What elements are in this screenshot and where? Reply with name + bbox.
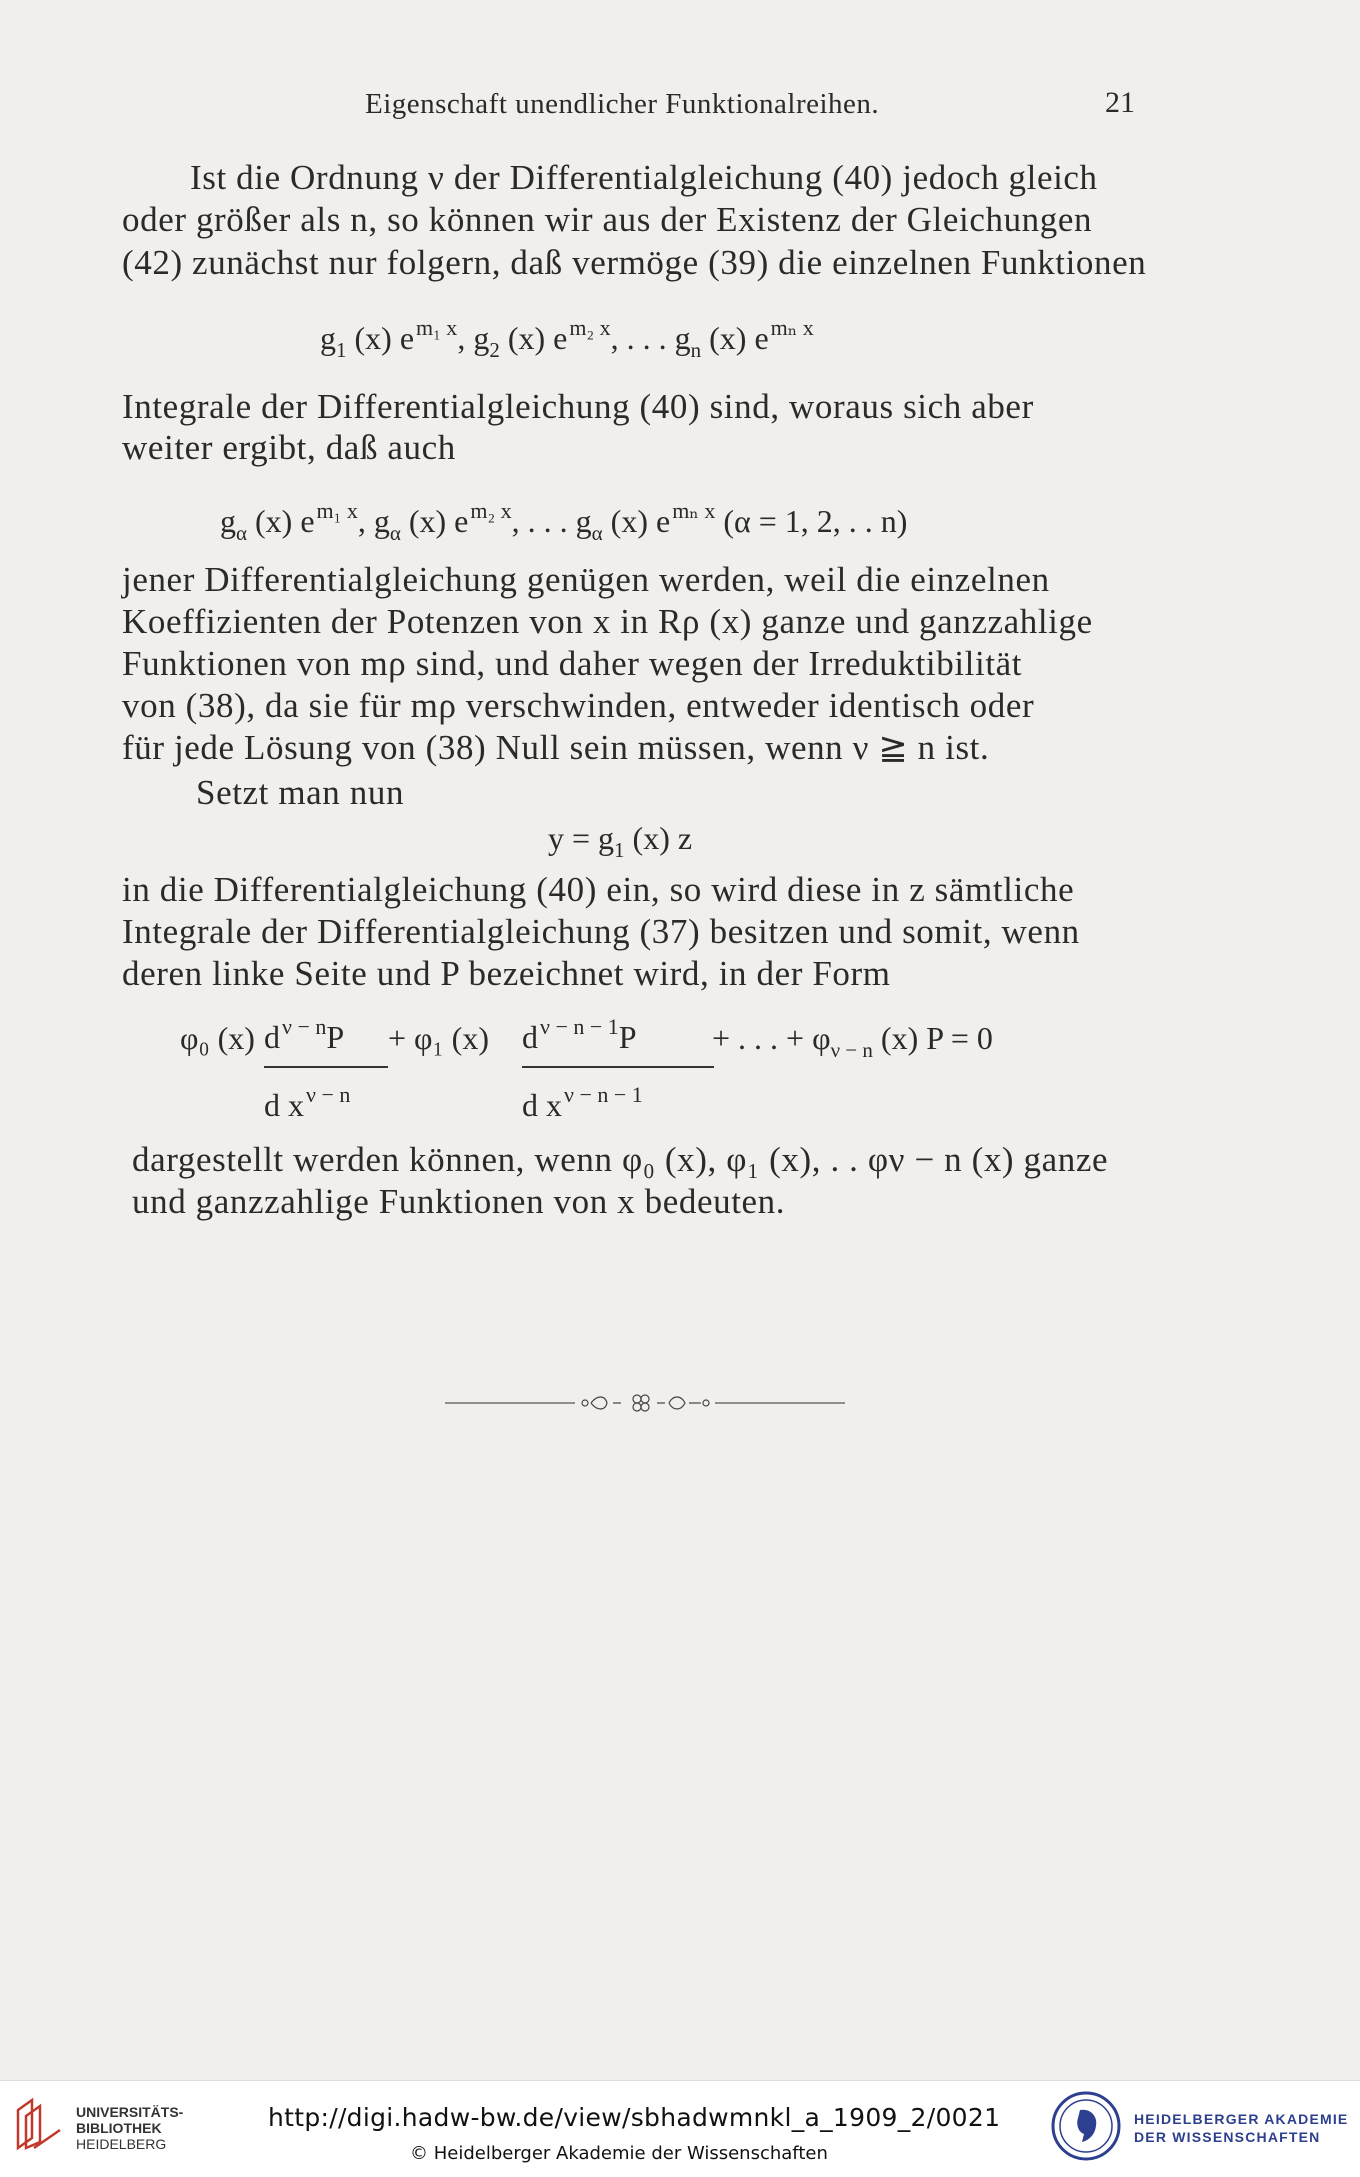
text-line: dargestellt werden können, wenn φ₀ (x), φ₁ (x), . . φν − n (x) ganze xyxy=(132,1140,1109,1179)
fraction1-denominator: d $x^{\nu - n}$ xyxy=(264,1082,351,1123)
page-number: 21 xyxy=(1105,86,1135,119)
university-library-name: UNIVERSITÄTS- BIBLIOTHEK HEIDELBERG xyxy=(76,2104,184,2152)
ornament-divider-icon xyxy=(445,1393,845,1413)
text-line: weiter ergibt, daß auch xyxy=(122,428,456,467)
text-line: Integrale der Differentialgleichung (37) besitzen und somit, wenn xyxy=(122,912,1080,951)
text-line: jener Differentialgleichung genügen werden, weil die einzelnen xyxy=(122,560,1050,599)
fraction1-numerator: $d^{\nu - n}P$ xyxy=(264,1014,345,1055)
text-line: Funktionen von mρ sind, und daher wegen der Irreduktibilität xyxy=(122,644,1023,683)
text-line: und ganzzahlige Funktionen von x bedeuten. xyxy=(132,1182,786,1221)
fraction2-denominator: d $x^{\nu - n - 1}$ xyxy=(522,1082,643,1123)
fraction1-bar xyxy=(264,1066,388,1068)
formula-phi0: φ₀ (x) xyxy=(180,1020,255,1056)
text-line: Integrale der Differentialgleichung (40) sind, woraus sich aber xyxy=(122,387,1034,426)
copyright-notice: © Heidelberger Akademie der Wissenschaften xyxy=(410,2143,828,2164)
text-line: von (38), da sie für mρ verschwinden, entweder identisch oder xyxy=(122,686,1035,725)
text-line: oder größer als n, so können wir aus der Existenz der Gleichungen xyxy=(122,200,1093,239)
formula-substitution: $y = g_1$ (x) z xyxy=(548,820,693,862)
text-line: (42) zunächst nur folgern, daß vermöge (39) die einzelnen Funktionen xyxy=(122,243,1147,282)
formula-tail: + . . . + $\varphi_{\nu - n}$ (x) P = 0 xyxy=(712,1020,993,1062)
text-line: Setzt man nun xyxy=(196,773,405,812)
formula-alpha-terms: $g_\alpha$ (x) $e^{m_1 x}$, $g_\alpha$ (x) $e^{m_2 x}$, . . . $g_\alpha$ (x) $e^{m_n x}$ (α = 1, 2, . . n) xyxy=(220,498,908,545)
permalink-url[interactable]: http://digi.hadw-bw.de/view/sbhadwmnkl_a_1909_2/0021 xyxy=(268,2103,1001,2132)
text-line: Koeffizienten der Potenzen von x in Rρ (x) ganze und ganzzahlige xyxy=(122,602,1093,641)
text-line: Ist die Ordnung ν der Differentialgleichung (40) jedoch gleich xyxy=(190,158,1098,197)
formula-exponential-terms: $g_1$ (x) $e^{m_1 x}$, $g_2$ (x) $e^{m_2 x}$, . . . $g_n$ (x) $e^{m_n x}$ xyxy=(320,315,814,362)
fraction2-bar xyxy=(522,1066,714,1068)
running-header: Eigenschaft unendlicher Funktionalreihen. xyxy=(365,88,880,120)
text-line: deren linke Seite und P bezeichnet wird, in der Form xyxy=(122,954,891,993)
text-line: für jede Lösung von (38) Null sein müssen, wenn ν ≧ n ist. xyxy=(122,728,990,767)
formula-plus-phi1: + φ₁ (x) xyxy=(388,1020,489,1056)
fraction2-numerator: $d^{\nu - n - 1}P$ xyxy=(522,1014,637,1055)
text-line: in die Differentialgleichung (40) ein, so wird diese in z sämtliche xyxy=(122,870,1075,909)
university-library-logo-icon xyxy=(14,2096,64,2152)
academy-seal-icon xyxy=(1050,2090,1122,2162)
academy-name: HEIDELBERGER AKADEMIE DER WISSENSCHAFTEN xyxy=(1134,2111,1349,2145)
